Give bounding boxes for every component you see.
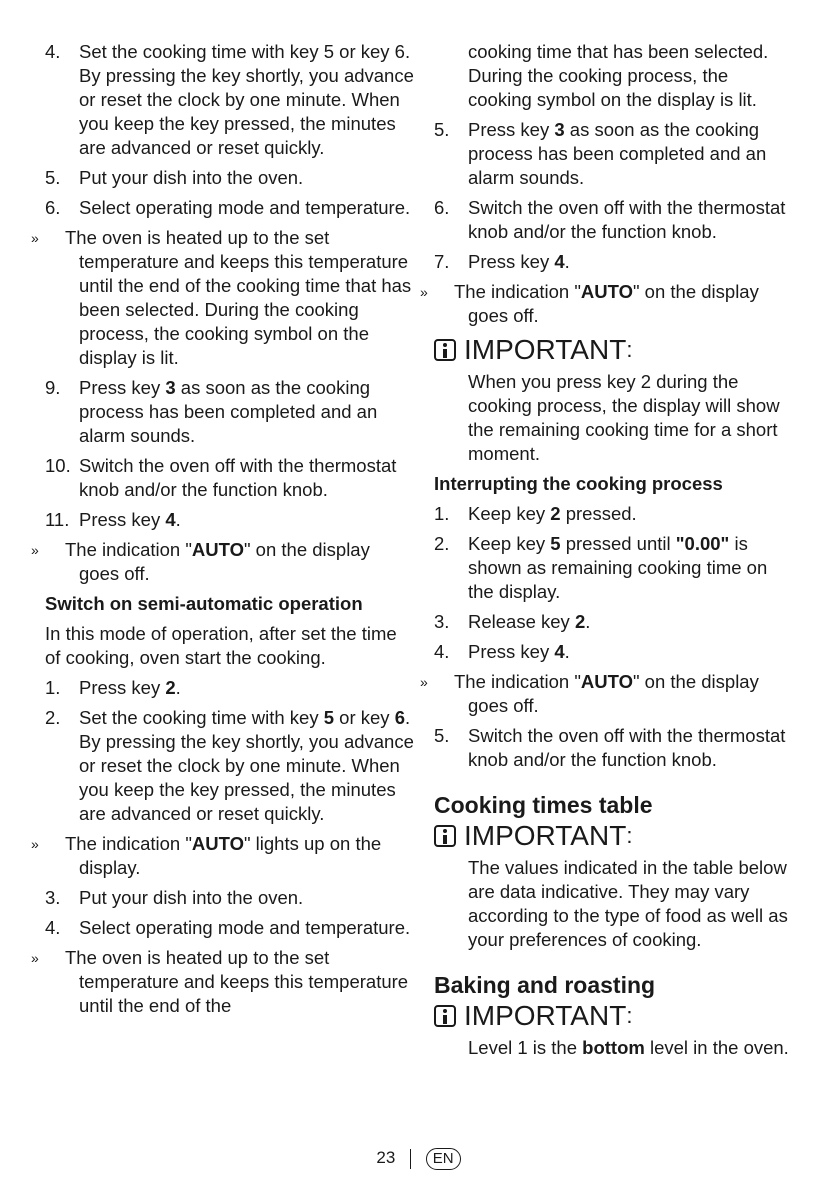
numbered-list [31,40,415,586]
list-item [45,676,415,700]
list-item [434,250,794,274]
text-run: " lights up on the display. [79,833,382,878]
important-colon: : [626,823,633,848]
text-run: Put your dish into the oven. [79,887,304,908]
info-icon [434,339,456,361]
result-item: » The indication "AUTO" on the display goes off. [31,539,370,584]
item-text [79,509,181,530]
result-item: » The indication "AUTO" lights up on the display. [31,833,382,878]
item-text [468,533,767,602]
section-heading-interrupt: Interrupting the cooking process [434,473,723,494]
bold-text: AUTO [191,833,244,854]
text-run: Press key [468,251,555,272]
list-item [434,196,794,244]
item-number: 10. [45,455,71,476]
text-run: Release key [468,611,575,632]
info-icon [434,1005,456,1027]
bold-text: 4 [554,641,565,662]
bold-text: 3 [554,119,565,140]
text-run: . [175,677,181,698]
item-text [468,251,570,272]
important-note: The values indicated in the table below are data indicative. They may vary according to the type of food as well as your preferences of cooking. [468,857,788,950]
text-run: . [585,611,591,632]
section-heading-semi-automatic: Switch on semi-automatic operation [45,593,363,614]
text-run: Level 1 is the [468,1037,583,1058]
important-colon: : [626,1003,633,1028]
heading-baking-and-roasting: Baking and roasting [434,972,656,998]
text-run: The indication " [454,281,581,302]
bold-text: 2 [574,611,586,632]
bold-text: 4 [165,509,176,530]
item-text [65,947,408,1016]
bold-text: AUTO [191,539,244,560]
list-item [45,706,415,826]
list-item [434,532,794,604]
text-run: " on the display goes off. [79,539,370,584]
item-text [79,197,410,218]
item-text [79,41,414,158]
item-number: 6. [45,197,61,218]
text-run: Set the cooking time with key 5 or key 6. By pressing the key shortly, you advance or reset the clock by one minute. When you keep the key pressed, the minutes are advanced or reset quickly. [79,41,414,158]
item-text [468,197,785,242]
info-icon [434,825,456,847]
list-item [45,196,415,220]
text-run: Select operating mode and temperature. [79,197,411,218]
text-run: Press key [79,677,166,698]
item-number: 6. [434,197,450,218]
important-colon: : [626,337,633,362]
item-text [79,677,181,698]
numbered-list [31,676,415,1018]
bold-text: "0.00" [675,533,730,554]
text-run: pressed until [560,533,676,554]
text-run: Keep key [468,533,551,554]
item-text [79,707,414,824]
text-run: Select operating mode and temperature. [79,917,411,938]
continued-text: cooking time that has been selected. During the cooking process, the cooking symbol on the display is lit. [468,41,769,110]
list-item [434,118,794,190]
numbered-list [420,118,794,328]
result-item: » The indication "AUTO" on the display goes off. [420,281,759,326]
item-number: 5. [434,119,450,140]
item-text [79,455,396,500]
list-item [45,454,415,502]
text-run: The oven is heated up to the set temperature and keeps this temperature until the end of the cooking time that has been selected. During the cooking process, the cooking symbol on the display is lit. [65,227,412,368]
text-run: . [175,509,181,530]
item-text [79,167,303,188]
text-run: The indication " [65,539,192,560]
item-text [468,641,570,662]
important-heading [434,334,794,366]
text-run: Keep key [468,503,551,524]
list-item [45,508,415,532]
bold-text: AUTO [580,281,633,302]
text-run: The indication " [454,671,581,692]
item-text [65,539,370,584]
item-text [79,917,410,938]
list-item [45,916,415,940]
text-run: level in the oven. [644,1037,789,1058]
heading-cooking-times-table: Cooking times table [434,792,653,818]
list-item [45,376,415,448]
item-number: 11. [45,509,70,530]
item-text [468,503,637,524]
item-text [468,611,590,632]
result-item: » The oven is heated up to the set temperature and keeps this temperature until the end of the [31,947,409,1016]
item-text [468,725,785,770]
bold-text: AUTO [580,671,633,692]
important-note: When you press key 2 during the cooking process, the display will show the remaining cooking time for a short moment. [468,371,780,464]
text-run: Put your dish into the oven. [79,167,304,188]
item-number: 2. [434,533,450,554]
list-item [434,640,794,664]
footer-divider [410,1149,411,1169]
item-number: 4. [45,41,61,62]
item-number: 3. [434,611,450,632]
important-heading [434,1000,794,1032]
item-text [468,119,766,188]
list-item [45,886,415,910]
text-run: Press key [468,119,555,140]
item-number: 1. [434,503,450,524]
list-item [45,40,415,160]
list-item [45,166,415,190]
list-item [434,724,794,772]
result-item: » The oven is heated up to the set temperature and keeps this temperature until the end of the cooking time that has been selected. During the cooking process, the cooking symbol on the display is lit. [31,227,412,368]
bold-text: 4 [554,251,565,272]
item-number: 2. [45,707,61,728]
text-run: The oven is heated up to the set temperature and keeps this temperature until the end of the [65,947,409,1016]
important-label: IMPORTANT [464,1000,627,1031]
bold-text: 5 [550,533,561,554]
item-text [454,671,759,716]
bold-text: bottom [582,1037,645,1058]
text-run: Press key [468,641,555,662]
item-text [79,887,303,908]
text-run: or key [334,707,395,728]
page-number: 23 [376,1148,396,1167]
text-run: " on the display goes off. [468,281,759,326]
text-run: Set the cooking time with key [79,707,324,728]
text-run: Switch the oven off with the thermostat knob and/or the function knob. [468,197,786,242]
right-column [420,40,794,1066]
important-heading [434,820,794,852]
important-label: IMPORTANT [464,820,627,851]
text-run: Switch the oven off with the thermostat knob and/or the function knob. [468,725,786,770]
item-number: 4. [434,641,450,662]
bold-text: 2 [165,677,176,698]
numbered-list [420,502,794,772]
text-run: as soon as the cooking process has been completed and an alarm sounds. [468,119,767,188]
list-item [434,502,794,526]
page-footer [0,1146,837,1170]
item-number: 1. [45,677,61,698]
item-text [79,377,377,446]
item-number: 4. [45,917,61,938]
item-text [454,281,759,326]
text-run: " on the display goes off. [468,671,759,716]
item-text [65,227,411,368]
item-number: 5. [45,167,61,188]
item-text [65,833,381,878]
text-run: Switch the oven off with the thermostat knob and/or the function knob. [79,455,397,500]
text-run: pressed. [560,503,637,524]
text-run: . [564,641,570,662]
bold-text: 5 [323,707,335,728]
text-run: is shown as remaining cooking time on the display. [468,533,768,602]
item-number: 7. [434,251,450,272]
important-note [434,1036,794,1060]
bold-text: 6 [394,707,405,728]
text-run: Press key [79,509,166,530]
item-number: 3. [45,887,61,908]
item-number: 9. [45,377,61,398]
text-run: as soon as the cooking process has been completed and an alarm sounds. [79,377,378,446]
text-run: The indication " [65,833,192,854]
result-item: » The indication "AUTO" on the display goes off. [420,671,759,716]
bold-text: 3 [165,377,176,398]
text-run: Press key [79,377,166,398]
language-badge: EN [426,1148,461,1170]
item-number: 5. [434,725,450,746]
left-column [31,40,415,1024]
text-run: . By pressing the key shortly, you advance or reset the clock by one minute. When you keep the key pressed, the minutes are advanced or reset quickly. [79,707,414,824]
important-label: IMPORTANT [464,334,627,365]
text-run: . [564,251,570,272]
list-item [434,610,794,634]
bold-text: 2 [550,503,561,524]
section-intro: In this mode of operation, after set the time of cooking, oven start the cooking. [45,623,397,668]
